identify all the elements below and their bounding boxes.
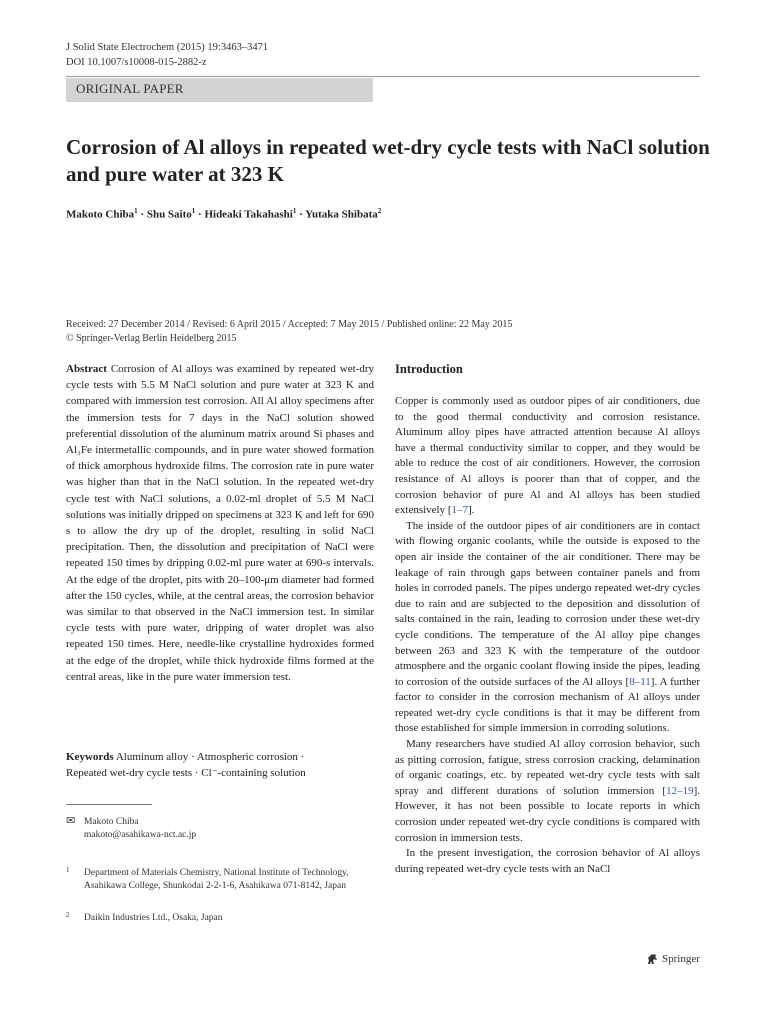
header-rule xyxy=(66,76,700,77)
paragraph-text: Many researchers have studied Al alloy corrosion behavior, such as pitting corrosion, fatigue, stress corrosion cracking, delamination of organic coatings, etc. by repeated wet-dry cycle tests with salt spray and different durations of solution immersion [ xyxy=(395,738,700,797)
keywords-line-1: Aluminum alloy · Atmospheric corrosion · xyxy=(115,751,305,763)
author-name[interactable]: Yutaka Shibata xyxy=(305,208,378,221)
author-name[interactable]: Hideaki Takahashi xyxy=(204,208,293,221)
intro-paragraph xyxy=(395,394,700,519)
contact-email-link[interactable]: makoto@asahikawa-nct.ac.jp xyxy=(84,830,197,840)
contact-name: Makoto Chiba xyxy=(84,817,139,827)
keywords-block xyxy=(66,749,374,781)
corresponding-author xyxy=(66,815,196,842)
section-label: ORIGINAL PAPER xyxy=(66,78,373,102)
introduction-heading: Introduction xyxy=(395,362,463,376)
citation-link[interactable]: 8–11 xyxy=(629,675,651,688)
citation-link[interactable]: 1–7 xyxy=(451,504,469,517)
author-affiliation-mark: 1 xyxy=(292,207,297,215)
journal-line: J Solid State Electrochem (2015) 19:3463–3471 xyxy=(66,42,269,53)
keywords-line-2: Repeated wet-dry cycle tests · Cl⁻-containing solution xyxy=(66,767,306,779)
affiliation-number: 1 xyxy=(66,866,70,874)
paragraph-text: The inside of the outdoor pipes of air conditioners are in contact with flowing organic coolants, while the outside is exposed to the open air inside the container of the air conditioner. There may be leakage of rain through gaps between container panels and from holes in corroded panels. The pipes undergo repeated wet-dry cycles due to rain and are subjected to the deposition and dissolution of salts contained in the rain, leading to corrosion under these wet-dry cycle conditions. The temperature of the Al alloy pipe changes between 263 and 323 K with the temperature of the outdoor atmosphere and the organic coolant flowing inside the pipes, leading to corrosion of the outside surfaces of the Al alloys [ xyxy=(395,519,700,688)
author-affiliation-mark: 2 xyxy=(377,207,382,215)
intro-paragraph xyxy=(395,519,700,737)
affiliation-1 xyxy=(66,867,366,893)
dates-line: Received: 27 December 2014 / Revised: 6 April 2015 / Accepted: 7 May 2015 / Published online: 22 May 2015 xyxy=(66,319,513,330)
doi-line: DOI 10.1007/s10008-015-2882-z xyxy=(66,57,207,68)
intro-paragraph xyxy=(395,737,700,846)
affiliation-number: 2 xyxy=(66,911,70,919)
publication-dates xyxy=(66,318,700,346)
article-title: Corrosion of Al alloys in repeated wet-dry cycle tests with NaCl solution and pure water at 323 K xyxy=(66,135,710,186)
publisher-logo xyxy=(646,953,700,965)
author-separator: · xyxy=(195,208,205,221)
author-separator: · xyxy=(296,208,306,221)
author-separator: · xyxy=(137,208,147,221)
affiliation-text: Department of Materials Chemistry, National Institute of Technology, Asahikawa College, Shunkodai 2-2-1-6, Asahikawa 071-8142, Japan xyxy=(84,868,349,891)
author-name[interactable]: Makoto Chiba xyxy=(66,208,135,221)
paragraph-text: In the present investigation, the corrosion behavior of Al alloys during repeated wet-dry cycle tests with an NaCl xyxy=(395,847,700,875)
citation-link[interactable]: 12–19 xyxy=(666,784,694,797)
journal-citation xyxy=(66,40,268,70)
abstract-block xyxy=(66,361,374,685)
abstract-text: Corrosion of Al alloys was examined by repeated wet-dry cycle tests with 5.5 M NaCl solution and pure water at 323 K and compared with immersion test corrosion. All Al alloy specimens after the immersion tests for 7 days in the NaCl solution showed preferential dissolution of the aluminum matrix around Si phases and Al₃Fe intermetallic compounds, and in pure water showed formation of thick amorphous hydroxide films. The corrosion rate in pure water was higher than that in the NaCl solution. In the repeated wet-dry cycle test with NaCl solutions, a 0.02-ml droplet of 5.5 M NaCl solutions was initially dripped on specimens at 323 K and left for 690 s to allow the dry up of the droplet, resulting in solid NaCl precipitation. Then, the dissolution and precipitation of NaCl were repeated 150 times by dripping 0.02-ml pure water at 690-s intervals. At the edge of the droplet, pits with 20–100-μm diameter had formed after the 150 cycles, while, at the central areas, the corrosion behavior was similar to that observed in the NaCl immersion test. In similar cycle tests with pure water, dripping of water droplet was also repeated 150 times. Here, needle-like crystalline hydroxides formed at the edge of the droplet, while thick hydroxide films formed at the central areas, like in the pure water immersion test. xyxy=(66,363,375,683)
envelope-icon: ✉ xyxy=(66,815,76,827)
author-list xyxy=(66,203,381,223)
intro-paragraph xyxy=(395,846,700,877)
paragraph-text: Copper is commonly used as outdoor pipes of air conditioners, due to the good thermal conductivity and corrosion resistance. Aluminum alloy pipes have attracted attention because Al alloys have a thermal conductivity similar to copper, and they would be able to reduce the cost of air conditioners. However, the corrosion resistance of Al alloys is poorer than that of copper, and the corrosion behavior of pure Al and Al alloys has been studied extensively [ xyxy=(395,395,700,517)
publisher-name: Springer xyxy=(662,953,700,965)
affiliation-text: Daikin Industries Ltd., Osaka, Japan xyxy=(84,913,223,923)
paragraph-text: ]. xyxy=(468,504,475,517)
springer-horse-icon xyxy=(646,953,659,965)
introduction-body xyxy=(395,394,700,877)
author-affiliation-mark: 1 xyxy=(134,207,138,215)
paragraph-text: ]. However, it has not been possible to locate reports in which corrosion under repeated wet-dry cycle conditions is compared with corrosion in immersion tests. xyxy=(395,784,700,844)
paragraph-text: ]. A further factor to consider in the corrosion mechanism of Al alloys under repeated wet-dry cycle conditions is that it may be different from those established for simple immersion in corroding solutions. xyxy=(395,675,700,735)
author-name[interactable]: Shu Saito xyxy=(146,208,192,221)
copyright-line: © Springer-Verlag Berlin Heidelberg 2015 xyxy=(66,333,237,344)
author-affiliation-mark: 1 xyxy=(191,207,196,215)
keywords-label: Keywords xyxy=(66,751,114,763)
affiliation-2 xyxy=(66,912,366,925)
abstract-label: Abstract xyxy=(66,363,107,375)
footnote-rule xyxy=(66,804,152,805)
